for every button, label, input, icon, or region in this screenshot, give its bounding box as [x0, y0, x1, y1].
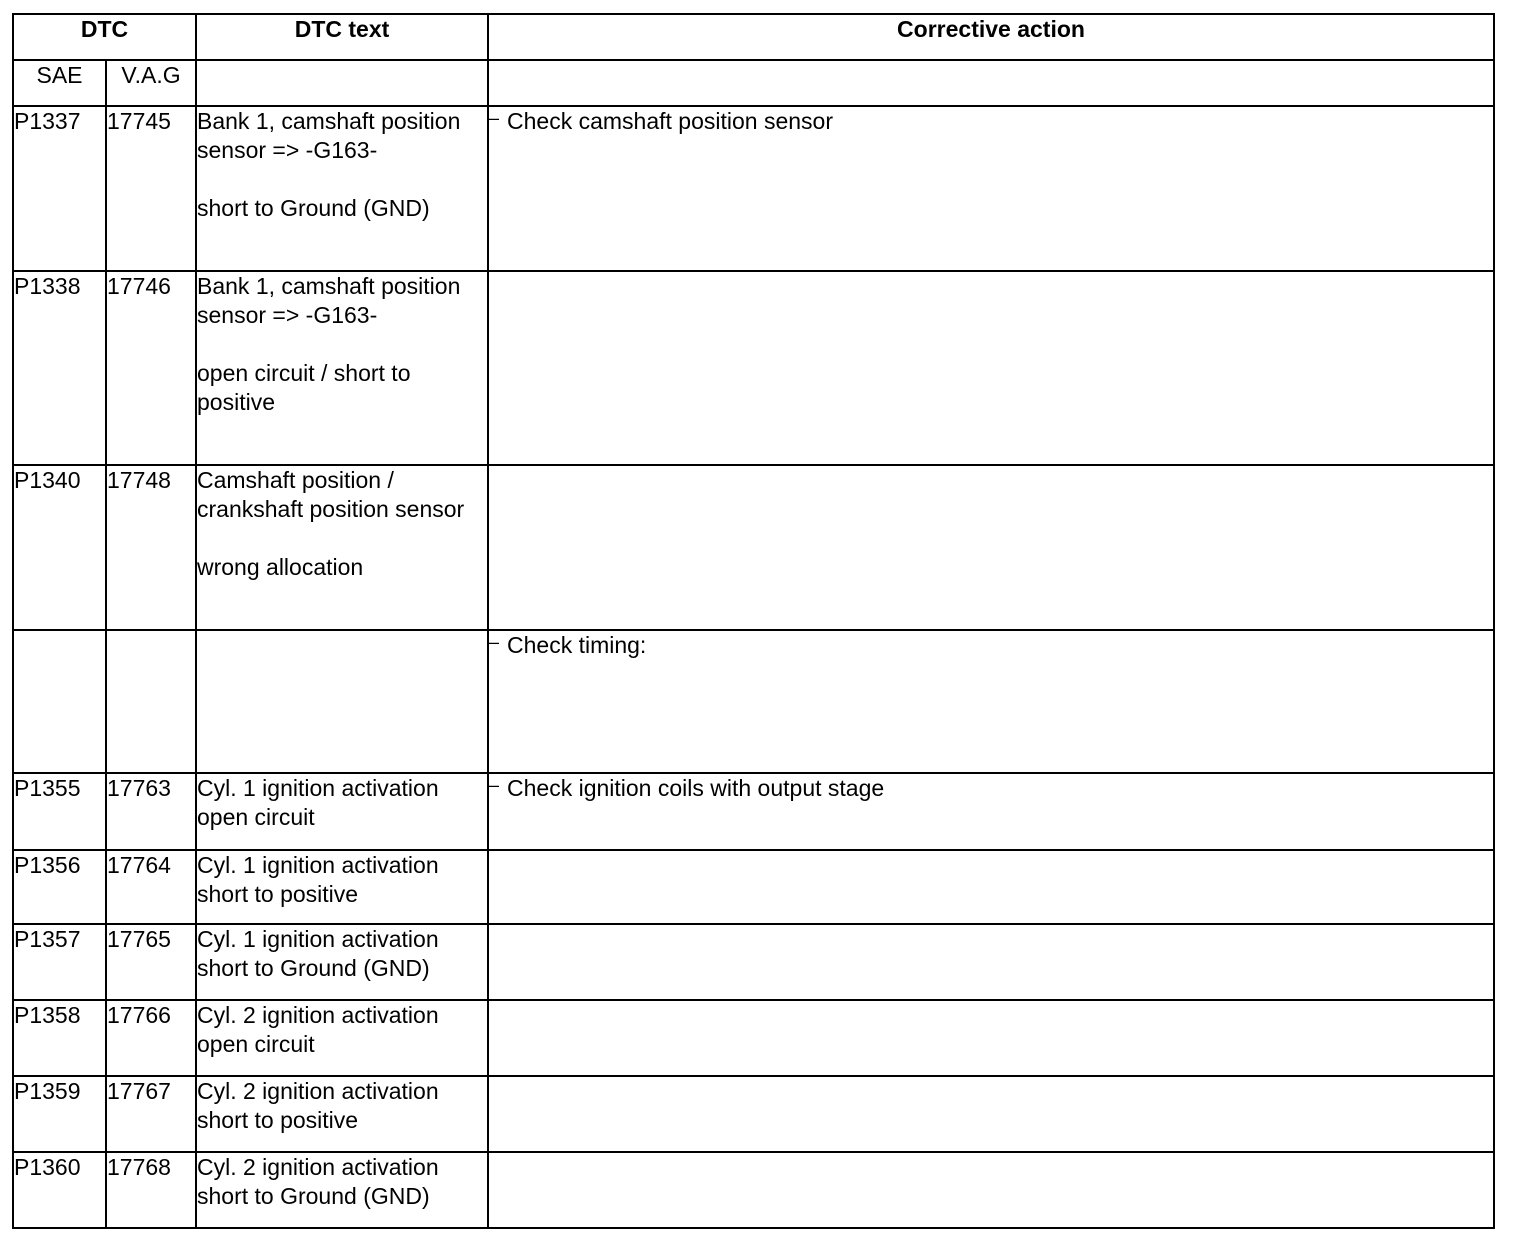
- table-row: [13, 850, 1494, 924]
- dash-bullet: –: [489, 775, 500, 795]
- sae-code: P1340: [13, 465, 106, 630]
- corrective-action: [488, 271, 1494, 465]
- sae-code: P1355: [13, 773, 106, 850]
- sae-code: P1338: [13, 271, 106, 465]
- vag-code: 17768: [106, 1152, 196, 1228]
- sae-code: P1360: [13, 1152, 106, 1228]
- table-row: [13, 924, 1494, 1000]
- vag-code: [106, 630, 196, 773]
- sae-code: P1358: [13, 1000, 106, 1076]
- dtc-description-main: Cyl. 2 ignition activation open circuit: [197, 1002, 439, 1057]
- table-row: [13, 271, 1494, 465]
- vag-code: 17764: [106, 850, 196, 924]
- vag-code: 17763: [106, 773, 196, 850]
- table-row: [13, 465, 1494, 630]
- dtc-description: [196, 924, 488, 1000]
- dtc-description-detail: wrong allocation: [197, 554, 364, 580]
- dtc-description-main: Bank 1, camshaft position sensor => -G163-: [197, 273, 461, 328]
- dtc-description-main: Bank 1, camshaft position sensor => -G163-: [197, 108, 461, 163]
- dtc-description-main: Cyl. 1 ignition activation open circuit: [197, 775, 439, 830]
- dtc-description-main: Cyl. 2 ignition activation short to Ground (GND): [197, 1154, 439, 1209]
- header-corrective-action: Corrective action: [488, 14, 1494, 60]
- table-row: [13, 1000, 1494, 1076]
- vag-code: 17745: [106, 106, 196, 271]
- dtc-description-detail: open circuit / short to positive: [197, 360, 411, 415]
- dtc-description: [196, 1152, 488, 1228]
- table-row: [13, 630, 1494, 773]
- dtc-description: [196, 630, 488, 773]
- dtc-description-main: Cyl. 2 ignition activation short to positive: [197, 1078, 439, 1133]
- table-row: [13, 1076, 1494, 1152]
- action-text: Check timing:: [507, 632, 647, 658]
- corrective-action: [488, 106, 1494, 271]
- vag-code: 17746: [106, 271, 196, 465]
- vag-code: 17766: [106, 1000, 196, 1076]
- vag-code: 17767: [106, 1076, 196, 1152]
- sae-code: P1357: [13, 924, 106, 1000]
- dtc-description: [196, 773, 488, 850]
- dtc-description-detail: short to Ground (GND): [197, 195, 430, 221]
- dash-bullet: –: [489, 108, 500, 128]
- corrective-action: [488, 850, 1494, 924]
- corrective-action: [488, 924, 1494, 1000]
- dtc-description: [196, 850, 488, 924]
- dtc-description: [196, 271, 488, 465]
- header-dtc-text: DTC text: [196, 14, 488, 60]
- dash-bullet: –: [489, 632, 500, 652]
- dtc-description: [196, 1076, 488, 1152]
- table-row: [13, 1152, 1494, 1228]
- table-row: [13, 773, 1494, 850]
- dtc-description: [196, 106, 488, 271]
- header-dtc: DTC: [13, 14, 196, 60]
- action-text: Check camshaft position sensor: [507, 108, 833, 134]
- dtc-description-main: Cyl. 1 ignition activation short to Ground (GND): [197, 926, 439, 981]
- vag-code: 17765: [106, 924, 196, 1000]
- corrective-action: [488, 1000, 1494, 1076]
- vag-code: 17748: [106, 465, 196, 630]
- corrective-action: [488, 465, 1494, 630]
- sae-code: P1359: [13, 1076, 106, 1152]
- action-text: Check ignition coils with output stage: [507, 775, 885, 801]
- corrective-action: [488, 773, 1494, 850]
- header-sae: SAE: [13, 60, 106, 106]
- sae-code: P1356: [13, 850, 106, 924]
- sae-code: P1337: [13, 106, 106, 271]
- sae-code: [13, 630, 106, 773]
- corrective-action: [488, 1152, 1494, 1228]
- dtc-description-main: Camshaft position / crankshaft position sensor: [197, 467, 465, 522]
- header-empty-text: [196, 60, 488, 106]
- table-row: [13, 106, 1494, 271]
- dtc-description: [196, 1000, 488, 1076]
- corrective-action: [488, 630, 1494, 773]
- corrective-action: [488, 1076, 1494, 1152]
- dtc-description-main: Cyl. 1 ignition activation short to positive: [197, 852, 439, 907]
- header-empty-action: [488, 60, 1494, 106]
- header-vag: V.A.G: [106, 60, 196, 106]
- dtc-table: [12, 13, 1495, 1229]
- dtc-description: [196, 465, 488, 630]
